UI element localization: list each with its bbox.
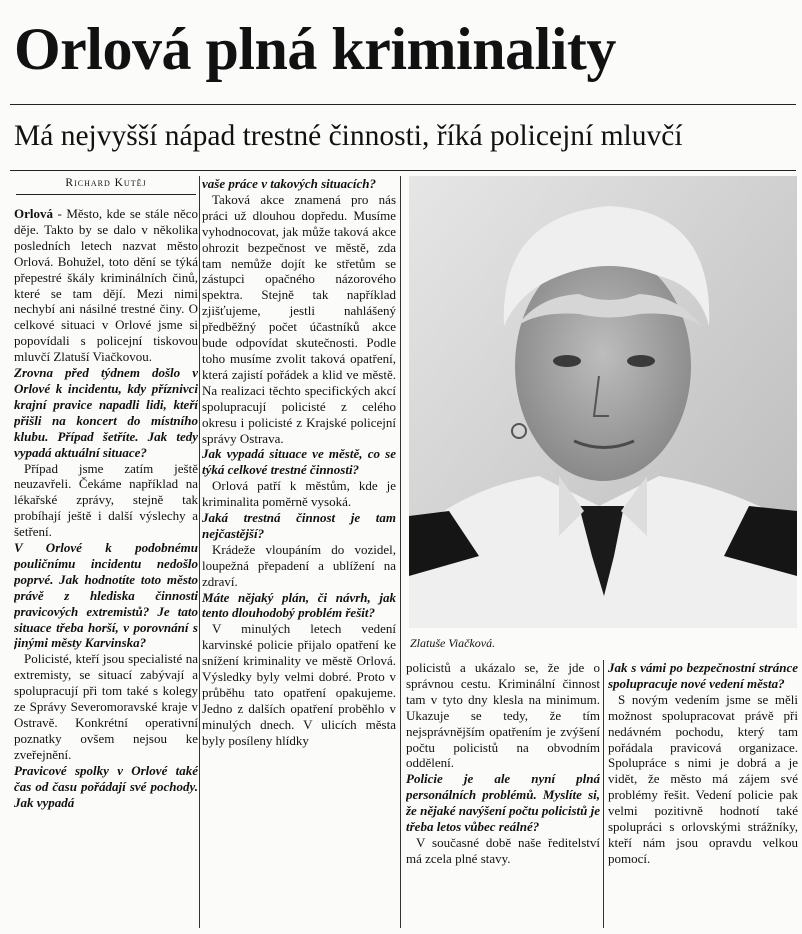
portrait-photo xyxy=(409,176,797,628)
column-divider-2 xyxy=(400,176,401,928)
interview-answer: Policisté, kteří jsou specialisté na extremisty, se situací zabývají a spolupracují při tom také s kolegy ze Správy Severomoravské kraje v Ostravě. Konkrétní operativní poznatky ovšem nejsou ke zveřejnění. xyxy=(14,651,198,762)
interview-question: V Orlové k podobnému pouličnímu incidentu nedošlo poprvé. Jak hodnotíte toto město právě z hlediska činnosti pravicových extremistů? Je tato situace třeba horší, v porovnání s jinými městy Karvinska? xyxy=(14,540,198,651)
byline-rule xyxy=(16,194,196,195)
article-column-3 xyxy=(406,660,600,928)
headline-rule xyxy=(10,104,796,105)
interview-answer: policistů a ukázalo se, že jde o správnou cestu. Kriminální činnost tam v tyto dny klesla na minimum. Ukazuje se tedy, že tím nejsprávnějším opatřením je zvýšení počtu policistů na obvodním oddělení. xyxy=(406,660,600,771)
article-column-4 xyxy=(608,660,798,928)
interview-question: Zrovna před týdnem došlo v Orlové k incidentu, kdy příznivci krajní pravice napadli lidi, kteří přišli na koncert do místního klubu. Případ šetříte. Jak tedy vypadá aktuální situace? xyxy=(14,365,198,460)
interview-answer: Orlová patří k městům, kde je kriminalita poměrně vysoká. xyxy=(202,478,396,510)
interview-question: Máte nějaký plán, či návrh, jak tento dlouhodobý problém řešit? xyxy=(202,589,396,621)
article-column-2 xyxy=(202,176,396,928)
interview-question: Jaká trestná činnost je tam nejčastější? xyxy=(202,510,396,541)
byline: Richard Kutěj xyxy=(65,177,147,189)
subhead-rule xyxy=(10,170,796,171)
dateline: Orlová xyxy=(14,206,53,221)
column-divider-1 xyxy=(199,176,200,928)
interview-question: Pravicové spolky v Orlové také čas od času pořádají své pochody. Jak vypadá xyxy=(14,762,198,810)
headline: Orlová plná kriminality xyxy=(14,16,616,82)
interview-question: Policie je ale nyní plná personálních problémů. Myslíte si, že nějaké navýšení počtu policistů je třeba letos vůbec reálné? xyxy=(406,771,600,835)
subheadline: Má nejvyšší nápad trestné činnosti, říká policejní mluvčí xyxy=(14,120,683,152)
interview-answer: Taková akce znamená pro nás práci už dlouhou dopředu. Musíme vyhodnocovat, jak může taková akce ohrozit bezpečnost ve městě, zda tam nemůže dojít ke střetům se zástupci opačného názorového spektra. Stejně tak například zjišťujeme, jestli nahlášený předběžný počet účastníků akce bude odpovídat skutečnosti. Podle toho musíme zvolit taková opatření, která zajistí pořádek a klid ve městě. Na realizaci těchto specifických akcí spolupracují policisté z celého okresu i policisté z Krajské policejní správy Ostrava. xyxy=(202,191,396,446)
interview-answer: Krádeže vloupáním do vozidel, loupežná přepadení a ublížení na zdraví. xyxy=(202,541,396,589)
interview-question: vaše práce v takových situacích? xyxy=(202,176,377,191)
interview-answer: V minulých letech vedení karvinské policie přijalo opatření ke snížení kriminality ve městě Orlová. Výsledky byly velmi dobré. Proto v průběhu tato opatření opakujeme. Jedno z dalších opatření proběhlo v minulých dnech. V ulicích města byly posíleny hlídky xyxy=(202,621,396,748)
interview-question: Jak s vámi po bezpečnostní stránce spolupracuje nové vedení města? xyxy=(608,660,798,691)
article-column-1 xyxy=(14,206,198,928)
interview-answer: Případ jsme zatím ještě neuzavřeli. Čekáme například na lékařské zprávy, stejně tak probíhají ještě i další výslechy a šetření. xyxy=(14,460,198,540)
column-divider-3 xyxy=(603,660,604,928)
photo-caption: Zlatuše Viačková. xyxy=(410,636,496,650)
interview-answer: S novým vedením jsme se měli možnost spolupracovat právě při nedávném pochodu, který tam pořádala pravicová organizace. Spolupráce s nimi je dobrá a je vidět, že město má zájem své problémy řešit. Vedení policie pak velmi pozitivně hodnotí také spolupráci s orlovskými strážníky, kteří nám jsou opravdu velkou pomocí. xyxy=(608,691,798,866)
lead-paragraph: Orlová - Město, kde se stále něco děje. Takto by se dalo v několika posledních letech nazvat město Orlová. Bohužel, toto dění se týká přepestré škály kriminálních činů, které se tam dějí. Mezi nimi nechybí ani násilné trestné činy. O celkové situaci v Orlové jsme si popovídali s policejní tiskovou mluvčí Zlatuší Viačkovou. xyxy=(14,206,198,365)
interview-question: Jak vypadá situace ve městě, co se týká celkové trestné činnosti? xyxy=(202,446,396,478)
interview-answer: V současné době naše ředitelství má zcela plné stavy. xyxy=(406,834,600,866)
